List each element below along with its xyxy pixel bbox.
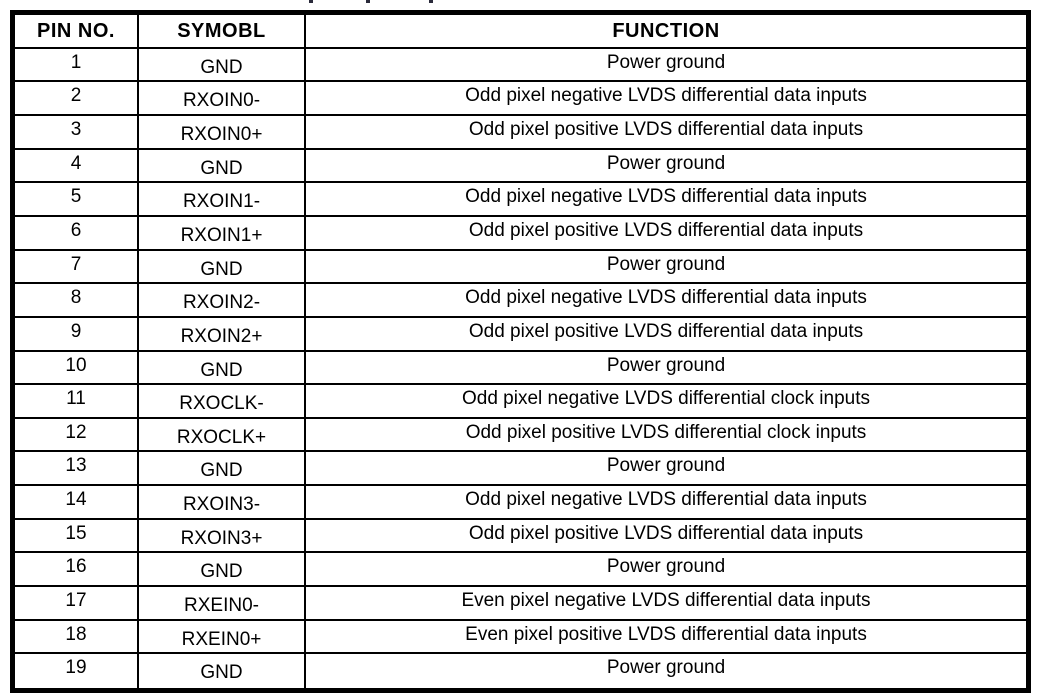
pin-number-cell: 2 [15,82,139,116]
function-cell: Odd pixel negative LVDS differential data inputs [306,486,1026,520]
symbol-cell: RXOIN3+ [139,520,306,554]
pin-number-cell: 9 [15,318,139,352]
function-cell: Power ground [306,553,1026,587]
function-cell: Odd pixel negative LVDS differential data inputs [306,183,1026,217]
function-cell: Power ground [306,251,1026,285]
function-cell: Power ground [306,150,1026,184]
pin-number-cell: 7 [15,251,139,285]
pin-number-cell: 4 [15,150,139,184]
pin-number-cell: 1 [15,49,139,83]
pin-number-cell: 3 [15,116,139,150]
function-cell: Odd pixel negative LVDS differential clock inputs [306,385,1026,419]
pin-number-cell: 6 [15,217,139,251]
symbol-cell: RXOIN2+ [139,318,306,352]
symbol-cell: GND [139,49,306,83]
pin-number-cell: 14 [15,486,139,520]
column-header-function: FUNCTION [306,15,1026,49]
function-cell: Power ground [306,49,1026,83]
symbol-cell: RXOIN3- [139,486,306,520]
pin-number-cell: 5 [15,183,139,217]
symbol-cell: GND [139,352,306,386]
symbol-cell: RXEIN0- [139,587,306,621]
pin-number-cell: 16 [15,553,139,587]
pin-number-cell: 17 [15,587,139,621]
function-cell: Power ground [306,352,1026,386]
pin-assignment-table [10,10,1031,693]
column-header-pin-no: PIN NO. [15,15,139,49]
pin-number-cell: 10 [15,352,139,386]
column-header-symbol: SYMOBL [139,15,306,49]
symbol-cell: RXOIN1- [139,183,306,217]
symbol-cell: RXOIN1+ [139,217,306,251]
function-cell: Power ground [306,452,1026,486]
function-cell: Odd pixel positive LVDS differential data inputs [306,318,1026,352]
clipped-text-fragment [366,0,370,3]
function-cell: Odd pixel positive LVDS differential data inputs [306,116,1026,150]
symbol-cell: RXOIN0- [139,82,306,116]
symbol-cell: RXOIN0+ [139,116,306,150]
symbol-cell: RXOCLK- [139,385,306,419]
pin-number-cell: 15 [15,520,139,554]
function-cell: Odd pixel positive LVDS differential data inputs [306,520,1026,554]
symbol-cell: GND [139,150,306,184]
pin-number-cell: 11 [15,385,139,419]
function-cell: Odd pixel negative LVDS differential data inputs [306,284,1026,318]
function-cell: Even pixel negative LVDS differential data inputs [306,587,1026,621]
symbol-cell: GND [139,251,306,285]
pin-number-cell: 18 [15,621,139,655]
symbol-cell: RXOCLK+ [139,419,306,453]
function-cell: Even pixel positive LVDS differential data inputs [306,621,1026,655]
function-cell: Odd pixel negative LVDS differential data inputs [306,82,1026,116]
clipped-text-fragment [429,0,433,3]
symbol-cell: GND [139,452,306,486]
clipped-text-fragment [309,0,313,3]
pin-number-cell: 19 [15,654,139,688]
pin-number-cell: 8 [15,284,139,318]
symbol-cell: RXOIN2- [139,284,306,318]
pin-number-cell: 13 [15,452,139,486]
symbol-cell: GND [139,654,306,688]
function-cell: Odd pixel positive LVDS differential data inputs [306,217,1026,251]
function-cell: Odd pixel positive LVDS differential clock inputs [306,419,1026,453]
function-cell: Power ground [606,657,726,679]
symbol-cell: RXEIN0+ [139,621,306,655]
symbol-cell: GND [139,553,306,587]
pin-number-cell: 12 [15,419,139,453]
